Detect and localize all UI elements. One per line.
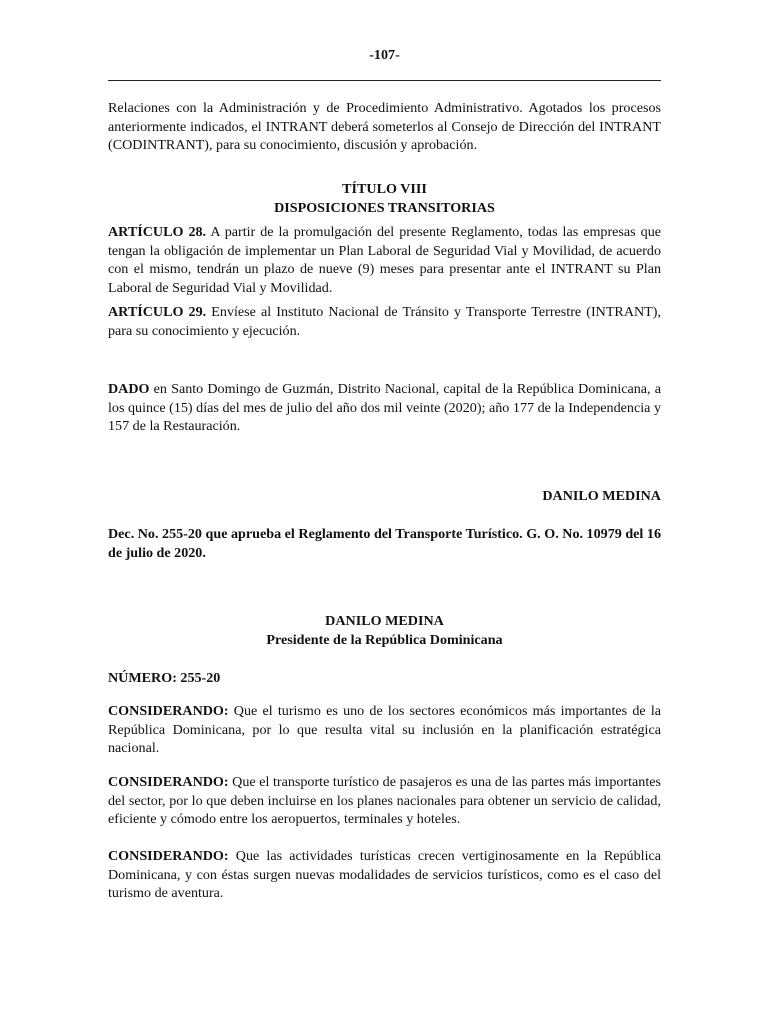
dado-text: en Santo Domingo de Guzmán, Distrito Nacional, capital de la República Dominicana, a los quince (15) días del mes de julio del año dos mil veinte (2020); año 177 de la Independencia y 157 de la Restauración. xyxy=(108,381,661,435)
title-line-1: TÍTULO VIII xyxy=(342,181,427,197)
considerando-1 xyxy=(108,702,661,758)
signature: DANILO MEDINA xyxy=(542,488,661,504)
article-29-label: ARTÍCULO 29. xyxy=(108,304,207,320)
page-number: -107- xyxy=(369,47,400,63)
dado-label: DADO xyxy=(108,381,150,397)
considerando-1-label: CONSIDERANDO: xyxy=(108,703,229,719)
intro-paragraph: Relaciones con la Administración y de Procedimiento Administrativo. Agotados los procesos anteriormente indicados, el INTRANT deberá someterlos al Consejo de Dirección del INTRANT (CODINTRANT), para su conocimiento, discusión y aprobación. xyxy=(108,100,661,154)
considerando-3-label: CONSIDERANDO: xyxy=(108,848,229,864)
article-29 xyxy=(108,303,661,340)
president-name: DANILO MEDINA xyxy=(325,613,444,629)
considerando-2 xyxy=(108,773,661,829)
decree-title: Dec. No. 255-20 que aprueba el Reglamento del Transporte Turístico. G. O. No. 10979 del 16 de julio de 2020. xyxy=(108,526,661,561)
president-heading xyxy=(108,612,661,649)
decree-number: NÚMERO: 255-20 xyxy=(108,670,221,686)
article-28-label: ARTÍCULO 28. xyxy=(108,224,207,240)
considerando-3-text: Que las actividades turísticas crecen vertiginosamente en la República Dominicana, y con éstas surgen nuevas modalidades de servicios turísticos, como es el caso del turismo de aventura. xyxy=(108,848,661,902)
article-28 xyxy=(108,223,661,297)
article-29-text: Envíese al Instituto Nacional de Tránsito y Transporte Terrestre (INTRANT), para su conocimiento y ejecución. xyxy=(108,304,662,339)
title-line-2: DISPOSICIONES TRANSITORIAS xyxy=(274,199,495,216)
considerando-2-text: Que el transporte turístico de pasajeros es una de las partes más importantes del sector, por lo que deben incluirse en los planes nacionales para obtener un servicio de calidad, eficiente y cómodo entre los aeropuertos, terminales y hoteles. xyxy=(108,774,661,828)
article-28-text: A partir de la promulgación del presente Reglamento, todas las empresas que tengan la obligación de implementar un Plan Laboral de Seguridad Vial y Movilidad, de acuerdo con el mismo, tendrán un plazo de nueve (9) meses para presentar ante el INTRANT su Plan Laboral de Seguridad Vial y Movilidad. xyxy=(108,224,662,296)
president-role: Presidente de la República Dominicana xyxy=(266,631,503,648)
header-divider xyxy=(108,80,661,81)
considerando-2-label: CONSIDERANDO: xyxy=(108,774,229,790)
section-title xyxy=(108,180,661,217)
considerando-1-text: Que el turismo es uno de los sectores económicos más importantes de la República Dominicana, por lo que resulta vital su inclusión en la planificación estratégica nacional. xyxy=(108,703,661,757)
considerando-3 xyxy=(108,847,661,903)
dado-paragraph xyxy=(108,380,661,436)
